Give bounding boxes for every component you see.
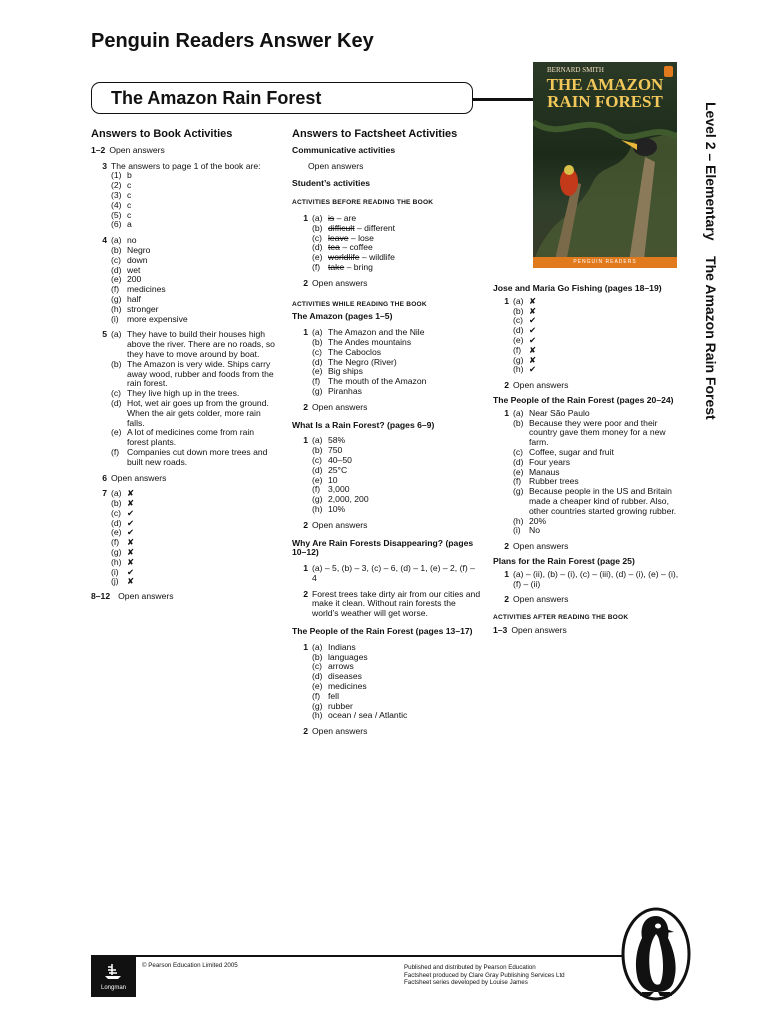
answer-item-text: They live high up in the trees. [127,388,240,399]
struck-word: tea [328,242,340,253]
answer-item-text: Piranhas [328,385,362,396]
answer-item-label: (a) [312,641,323,652]
section-people-title: The People of the Rain Forest (pages 13–17) [292,626,473,637]
after-answer-1-3: 1–3 Open answers [493,624,567,635]
answer-3: 3 The answers to page 1 of the book are: (1) b (2) c (3) c (4) c (5) c (6) a [91,162,277,231]
answer-item-text: 25°C [328,464,348,475]
answer-item-text: ✘ [529,295,537,306]
book-activities-column [91,130,277,602]
answer-item-label: (a) [111,235,122,246]
answer-item-label: (e) [111,427,122,438]
answer-item-label: (6) [111,219,122,230]
answer-item-label: (a) [312,212,323,223]
answer-item-label: (d) [312,356,323,367]
section-amazon-title: The Amazon (pages 1–5) [292,311,393,322]
answer-item [111,315,277,325]
answer-item-text: Big ships [328,366,363,377]
cover-band: PENGUIN READERS [533,257,677,268]
answer-item-label: (e) [513,466,524,477]
struck-word: leave [328,232,349,243]
answer-item-text: They have to build their houses high above the river. There are no roads, so they have to move around by boat. [127,329,275,359]
answer-item [312,505,482,515]
answer-item-text: Because people in the US and Britain made a cheaper kind of rubber. Also, other countries started growing rubber. [529,486,677,516]
footer-rule [91,955,689,957]
answer-item-label: (g) [111,547,122,558]
copyright-text: © Pearson Education Limited 2005 [142,962,238,969]
answer-item [111,220,277,230]
answer-item-text: a [127,219,132,230]
answer-item-label: (h) [111,556,122,567]
answer-item-label: (h) [111,303,122,314]
section-people2-title: The People of the Rain Forest (pages 20–24) [493,394,674,405]
struck-word: is [328,212,335,223]
struck-word: take [328,261,345,272]
answer-item-label: (a) [111,488,122,499]
answer-item [513,526,683,536]
factsheet-activities-column [292,130,482,737]
answer-item-label: (f) [312,376,321,387]
answer-item-text: 750 [328,445,343,456]
answer-item-label: (c) [111,254,122,265]
people2-answer-2: 2 Open answers [504,541,569,552]
answer-item [312,263,482,273]
answer-item-label: (f) [513,344,522,355]
answer-item-text: ✔ [529,364,537,375]
answer-item [111,558,277,568]
answer-item [111,211,277,221]
answer-item-label: (g) [312,494,323,505]
answer-item [111,201,277,211]
answer-item-text: wet [127,264,141,275]
answer-item-text: ✘ [127,488,135,499]
answer-item-label: (d) [312,671,323,682]
cover-title: THE AMAZON RAIN FOREST [546,75,664,111]
answer-item-text: c [127,209,132,220]
answer-item [111,399,277,428]
answer-item-text: medicines [127,284,166,295]
answer-item-text: languages [328,651,368,662]
answer-item [111,428,277,448]
answer-item-text: Four years [529,456,571,467]
answer-item [513,487,683,516]
answer-item [111,171,277,181]
answer-item [111,181,277,191]
why-answer-2: 2 Forest trees take dirty air from our cities and make it clean. Without rain forests the world’s weather will get worse. [303,588,481,619]
section-plans-title: Plans for the Rain Forest (page 25) [493,555,635,566]
answer-item-text: Negro [127,244,151,255]
answer-item-text: The Amazon and the Nile [328,327,425,338]
answer-item-text: worldlife – wildlife [328,252,395,263]
answer-item [111,568,277,578]
answer-item-label: (f) [111,446,120,457]
answer-item-label: (d) [111,517,122,528]
answer-item-label: (f) [513,476,522,487]
book-cover-image [533,62,677,268]
answer-item-label: (b) [111,498,122,509]
answer-item-text: 58% [328,435,346,446]
answer-item-label: (j) [111,576,119,587]
answer-item-label: (e) [513,334,524,345]
answer-item-text: 10% [328,503,346,514]
answer-item-text: ✔ [127,566,135,577]
answer-item-label: (d) [513,325,524,336]
answer-item-text: arrows [328,661,354,672]
answer-1-2: 1–2 Open answers [91,144,165,155]
answer-item-text: 20% [529,515,547,526]
answer-item-label: (b) [312,651,323,662]
answer-7: 7 (a) ✘ (b) ✘ (c) ✔ (d) ✔ (e) ✔ (f) ✘ (g) ✘ (h) ✘ (i) ✔ (j) ✘ [91,489,277,587]
factsheet-activities-column-continued [493,284,683,636]
before-answer-1: 1 (a) is – are (b) difficult – different (c) leave – lose (d) tea – coffee (e) worldlife – wildlife (f) take – bring [292,214,482,273]
answer-item [513,419,683,448]
answer-item-label: (e) [111,527,122,538]
answer-item-text: ✘ [529,305,537,316]
why-answer-1: 1 (a) – 5, (b) – 3, (c) – 6, (d) – 1, (e) – 2, (f) – 4 [303,563,475,583]
answer-item-text: b [127,170,132,181]
answer-item-text: 10 [328,474,338,485]
answer-item-label: (b) [312,222,323,233]
answer-item-text: ✔ [127,527,135,538]
answer-item-label: (d) [111,264,122,275]
answer-item [111,360,277,389]
answer-item-text: The Andes mountains [328,336,412,347]
cover-author: BERNARD SMITH [547,66,604,74]
answer-item-label: (d) [312,464,323,475]
communicative-title: Communicative activities [292,144,396,155]
jose-answer-2: 2 Open answers [504,380,569,391]
answer-item-text: Because they were poor and their country gave them money for a new farm. [529,417,666,448]
answer-item [513,316,683,326]
before-answer-2: 2 Open answers [303,277,368,288]
penguin-logo-icon [620,906,692,1002]
answer-item [111,499,277,509]
answer-item-text: down [127,254,148,265]
answer-5: 5 (a) They have to build their houses high above the river. There are no roads, so they have to move around by boat. (b) The Amazon is very wide. Ships carry away wood, rubber and foods from the rain forest. (c) They live high up in the trees. (d) Hot, wet air goes up from the ground. When the air gets colder, more rain falls. (e) A lot of medicines come from rain forest plants. (f) Companies cut down more trees and built new roads. [91,330,277,467]
answer-item-label: (h) [312,710,323,721]
section-why-title: Why Are Rain Forests Disappearing? (pages 10–12) [292,537,474,558]
answer-item-label: (a) [513,407,524,418]
answer-item-text: ✔ [127,517,135,528]
answer-item-label: (b) [513,417,524,428]
answer-item-label: (c) [513,446,524,457]
answer-item-text: ✔ [529,325,537,336]
before-reading-title: ACTIVITIES BEFORE READING THE BOOK [292,199,434,207]
answer-item-text: The mouth of the Amazon [328,376,427,387]
answer-item-text: Hot, wet air goes up from the ground. When the air gets colder, more rain falls. [127,397,269,428]
answer-item-text: A lot of medicines come from rain forest plants. [127,427,255,448]
answer-item-text: medicines [328,681,367,692]
students-activities-title: Student’s activities [292,178,371,189]
answer-item-label: (d) [513,456,524,467]
answer-item [111,448,277,468]
book-title-box [91,82,473,114]
answer-item-text: The Negro (River) [328,356,397,367]
answer-item-text: ✔ [529,315,537,326]
answer-item-label: (e) [312,681,323,692]
answer-item-label: (c) [312,661,323,672]
answer-item-text: Coffee, sugar and fruit [529,446,614,457]
amazon-answer-1: 1 (a) The Amazon and the Nile (b) The Andes mountains (c) The Caboclos (d) The Negro (River) (e) Big ships (f) The mouth of the Amazon (g) Piranhas [292,328,482,397]
answer-item-text: ✘ [127,547,135,558]
answer-item-label: (c) [312,232,323,243]
answer-item-text: 2,000, 200 [328,494,369,505]
answer-item [111,538,277,548]
answer-item-text: The Amazon is very wide. Ships carry away wood, rubber and foods from the rain forest. [127,358,274,389]
answer-item-label: (h) [312,503,323,514]
answer-item-label: (g) [111,293,122,304]
while-reading-title: ACTIVITIES WHILE READING THE BOOK [292,300,427,308]
answer-item-text: no [127,235,137,246]
people-answer-2: 2 Open answers [303,726,368,737]
answer-item [513,356,683,366]
answer-item-label: (i) [111,566,119,577]
answer-item-text: Near São Paulo [529,407,590,418]
answer-item [513,365,683,375]
answer-item-label: (f) [312,484,321,495]
answer-item-text: more expensive [127,313,188,324]
answer-item-label: (c) [312,454,323,465]
answer-item-label: (a) [312,435,323,446]
answer-item-text: leave – lose [328,232,374,243]
answer-item-label: (1) [111,170,122,181]
answer-item-text: ✘ [127,498,135,509]
answer-6: 6 Open answers [102,472,167,483]
answer-item-label: (b) [111,244,122,255]
answer-item-label: (f) [312,261,321,272]
answer-item [111,489,277,499]
answer-item-label: (e) [312,252,323,263]
answer-item-text: Manaus [529,466,560,477]
answer-8-12: 8–12 Open answers [91,591,174,602]
answer-item [513,307,683,317]
answer-item [111,191,277,201]
people2-answer-1: 1 (a) Near São Paulo (b) Because they were poor and their country gave them money for a new farm. (c) Coffee, sugar and fruit (d) Four years (e) Manaus (f) Rubber trees (g) Because people in the US and Britain made a cheaper kind of rubber. Also, other countries started growing rubber. (h) 20% (i) No [493,409,683,536]
what-answer-1: 1 (a) 58% (b) 750 (c) 40–50 (d) 25°C (e) 10 (f) 3,000 (g) 2,000, 200 (h) 10% [292,436,482,514]
answer-item [312,387,482,397]
answer-item [111,509,277,519]
answer-item-text: No [529,525,540,536]
answer-item-text: tea – coffee [328,242,373,253]
answer-item-label: (i) [513,525,521,536]
answer-item-text: Rubber trees [529,476,579,487]
answer-item-text: ✘ [529,354,537,365]
answer-item-text: c [127,199,132,210]
answer-item-label: (f) [312,690,321,701]
answer-item-text: stronger [127,303,159,314]
answer-item-label: (a) [513,295,524,306]
answer-item-label: (a) [312,327,323,338]
answer-item-label: (b) [312,336,323,347]
answer-item [312,711,482,721]
answer-item-label: (5) [111,209,122,220]
answer-item-label: (3) [111,189,122,200]
side-level-label: Level 2 – Elementary The Amazon Rain Forest [703,102,719,420]
answer-item-text: c [127,180,132,191]
answer-item-label: (h) [513,364,524,375]
answer-item-text: ✘ [127,576,135,587]
answer-item-text: ✔ [529,334,537,345]
struck-word: difficult [328,222,355,233]
answer-item-label: (4) [111,199,122,210]
answer-item-label: (c) [513,315,524,326]
what-answer-2: 2 Open answers [303,519,368,530]
answer-item-text: half [127,293,141,304]
answer-item-text: ocean / sea / Atlantic [328,710,408,721]
answer-item-text: 3,000 [328,484,350,495]
answer-item-text: take – bring [328,261,373,272]
answer-item-label: (b) [111,358,122,369]
answer-item-text: ✘ [127,556,135,567]
answer-item-text: c [127,189,132,200]
answer-item-text: 200 [127,274,142,285]
ship-icon [103,962,123,980]
answer-item-text: Indians [328,641,356,652]
answer-item [513,326,683,336]
communicative-text: Open answers [308,160,364,171]
answer-item-label: (c) [111,388,122,399]
amazon-answer-2: 2 Open answers [303,401,368,412]
answer-item-text: 40–50 [328,454,352,465]
answer-item-text: The Caboclos [328,346,382,357]
answer-item-label: (g) [312,385,323,396]
answer-item [513,346,683,356]
answer-item-label: (h) [513,515,524,526]
answer-item [111,577,277,587]
book-activities-heading: Answers to Book Activities [91,128,233,140]
answer-item-label: (g) [312,700,323,711]
answer-item-text: fell [328,690,339,701]
answer-item [111,330,277,359]
answer-item-label: (b) [312,445,323,456]
section-what-title: What Is a Rain Forest? (pages 6–9) [292,419,435,430]
jose-answer-1: 1 (a) ✘ (b) ✘ (c) ✔ (d) ✔ (e) ✔ (f) ✘ (g) ✘ (h) ✔ [493,297,683,375]
answer-item [111,528,277,538]
answer-item-text: is – are [328,212,357,223]
answer-item-label: (d) [312,242,323,253]
answer-item-text: rubber [328,700,353,711]
answer-item-text: ✘ [529,344,537,355]
answer-item [111,548,277,558]
book-title: The Amazon Rain Forest [111,88,322,108]
answer-item-label: (c) [312,346,323,357]
after-reading-title: ACTIVITIES AFTER READING THE BOOK [493,614,629,622]
factsheet-activities-heading: Answers to Factsheet Activities [292,128,458,140]
answer-4: 4 (a) no (b) Negro (c) down (d) wet (e) 200 (f) medicines (g) half (h) stronger (i) more expensive [91,236,277,324]
answer-item-label: (i) [111,313,119,324]
answer-item-text: diseases [328,671,362,682]
answer-item-label: (f) [111,284,120,295]
answer-item-label: (g) [513,486,524,497]
answer-item-label: (a) [111,329,122,340]
answer-item-text: difficult – different [328,222,396,233]
answer-item-label: (e) [111,274,122,285]
longman-logo: Longman [91,957,136,997]
answer-item-label: (c) [111,507,122,518]
answer-item-text: Companies cut down more trees and built new roads. [127,446,268,467]
answer-item-label: (e) [312,366,323,377]
answer-item-label: (b) [513,305,524,316]
page-header-title: Penguin Readers Answer Key [91,30,374,52]
title-connector-line [473,98,535,101]
section-jose-title: Jose and Maria Go Fishing (pages 18–19) [493,283,662,293]
answer-item [111,519,277,529]
answer-item-text: ✔ [127,507,135,518]
answer-item-label: (d) [111,397,122,408]
struck-word: worldlife [328,252,360,263]
answer-item-label: (2) [111,180,122,191]
publisher-info: Published and distributed by Pearson Education Factsheet produced by Clare Gray Publishing Services Ltd Factsheet series developed by Louise James [404,964,565,987]
plans-answer-2: 2 Open answers [504,594,569,605]
answer-item-label: (f) [111,537,120,548]
people-answer-1: 1 (a) Indians (b) languages (c) arrows (d) diseases (e) medicines (f) fell (g) rubber (h) ocean / sea / Atlantic [292,643,482,721]
plans-answer-1: 1 (a) – (ii), (b) – (i), (c) – (iii), (d) – (i), (e) – (i), (f) – (ii) [504,568,679,589]
answer-item-label: (g) [513,354,524,365]
answer-item-label: (e) [312,474,323,485]
answer-item-text: ✘ [127,537,135,548]
answer-item [513,297,683,307]
answer-item [513,336,683,346]
